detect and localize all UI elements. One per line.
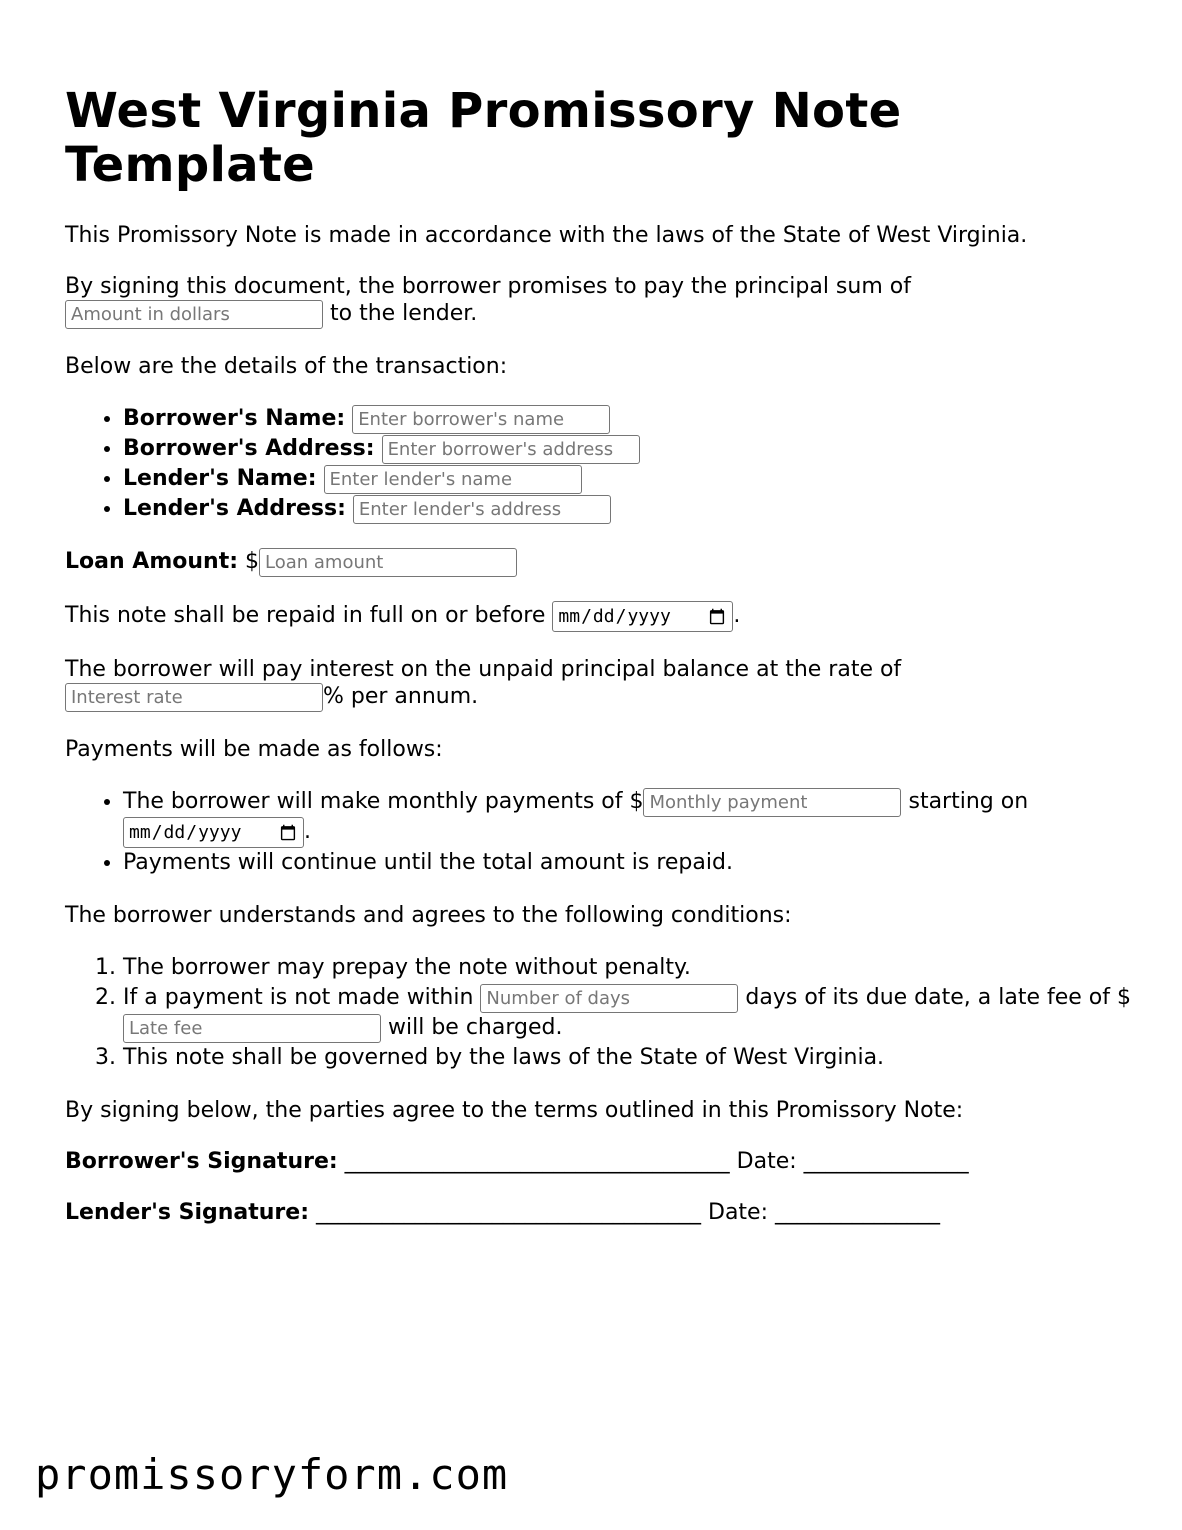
loan-amount-prefix: $: [245, 549, 260, 574]
loan-amount-paragraph: [65, 548, 1135, 577]
loan-amount-input[interactable]: [259, 548, 517, 577]
list-item: [123, 404, 1135, 434]
late-fee-input[interactable]: [123, 1014, 381, 1043]
borrower-signature-line: ___________________________________: [344, 1149, 730, 1174]
borrower-date-line: Date: _______________: [736, 1149, 969, 1174]
lender-signature-line: ___________________________________: [316, 1200, 701, 1225]
repay-after-text: .: [733, 603, 741, 628]
interest-text: The borrower will pay interest on the unpaid principal balance at the rate of: [65, 657, 902, 682]
list-item: [123, 464, 1135, 494]
list-item: [123, 983, 1135, 1043]
principal-text: By signing this document, the borrower promises to pay the principal sum of: [65, 274, 911, 299]
starting-on-text: starting on: [908, 789, 1029, 814]
repay-paragraph: [65, 601, 1135, 632]
signing-intro: By signing below, the parties agree to the terms outlined in this Promissory Note:: [65, 1098, 964, 1123]
late-fee-text: days of its due date, a late fee of $: [745, 985, 1131, 1010]
lender-date-line: Date: _______________: [708, 1200, 940, 1225]
document-page: [65, 84, 1135, 1250]
payments-intro: Payments will be made as follows:: [65, 737, 443, 762]
intro-paragraph: This Promissory Note is made in accordance with the laws of the State of West Virginia.: [65, 223, 1028, 248]
list-item: [123, 434, 1135, 464]
late-payment-text: If a payment is not made within: [123, 985, 474, 1010]
principal-amount-input[interactable]: [65, 300, 323, 329]
footer-watermark: promissoryform.com: [35, 1450, 509, 1499]
list-item: • Payments will continue until the total amount is repaid.: [123, 848, 1135, 878]
borrower-signature-row: [65, 1148, 1135, 1175]
list-item: 3. This note shall be governed by the laws of the State of West Virginia.: [123, 1043, 1135, 1073]
interest-paragraph: [65, 656, 1135, 712]
conditions-list: [65, 953, 1135, 1073]
payments-list: [65, 787, 1135, 878]
interest-after-text: % per annum.: [323, 684, 479, 709]
borrower-address-input[interactable]: [382, 435, 640, 464]
monthly-payment-text: The borrower will make monthly payments of $: [123, 789, 644, 814]
start-date-after-text: .: [304, 819, 311, 844]
lender-name-input[interactable]: [324, 465, 582, 494]
details-list: [65, 404, 1135, 524]
conditions-intro: The borrower understands and agrees to the following conditions:: [65, 903, 792, 928]
repay-text: This note shall be repaid in full on or before: [65, 603, 546, 628]
details-intro: Below are the details of the transaction:: [65, 354, 508, 379]
interest-rate-input[interactable]: [65, 683, 323, 712]
list-item: 1. The borrower may prepay the note without penalty.: [123, 953, 1135, 983]
lender-address-input[interactable]: [353, 495, 611, 524]
lender-signature-label: Lender's Signature:: [65, 1200, 309, 1225]
list-item: [123, 787, 1135, 848]
borrower-address-label: Borrower's Address:: [123, 436, 375, 461]
borrower-name-label: Borrower's Name:: [123, 406, 346, 431]
page-title: West Virginia Promissory Note Template: [65, 83, 902, 193]
lender-name-label: Lender's Name:: [123, 466, 317, 491]
borrower-signature-label: Borrower's Signature:: [65, 1149, 338, 1174]
start-date-input[interactable]: [123, 817, 304, 848]
loan-amount-label: Loan Amount:: [65, 549, 239, 574]
list-item: [123, 494, 1135, 524]
borrower-name-input[interactable]: [352, 405, 610, 434]
monthly-payment-input[interactable]: [643, 788, 901, 817]
repay-date-input[interactable]: [552, 601, 733, 632]
number-of-days-input[interactable]: [480, 984, 738, 1013]
will-be-charged-text: will be charged.: [388, 1015, 563, 1040]
lender-address-label: Lender's Address:: [123, 496, 346, 521]
lender-signature-row: [65, 1199, 1135, 1226]
principal-paragraph: [65, 273, 1135, 329]
principal-after-text: to the lender.: [330, 301, 478, 326]
